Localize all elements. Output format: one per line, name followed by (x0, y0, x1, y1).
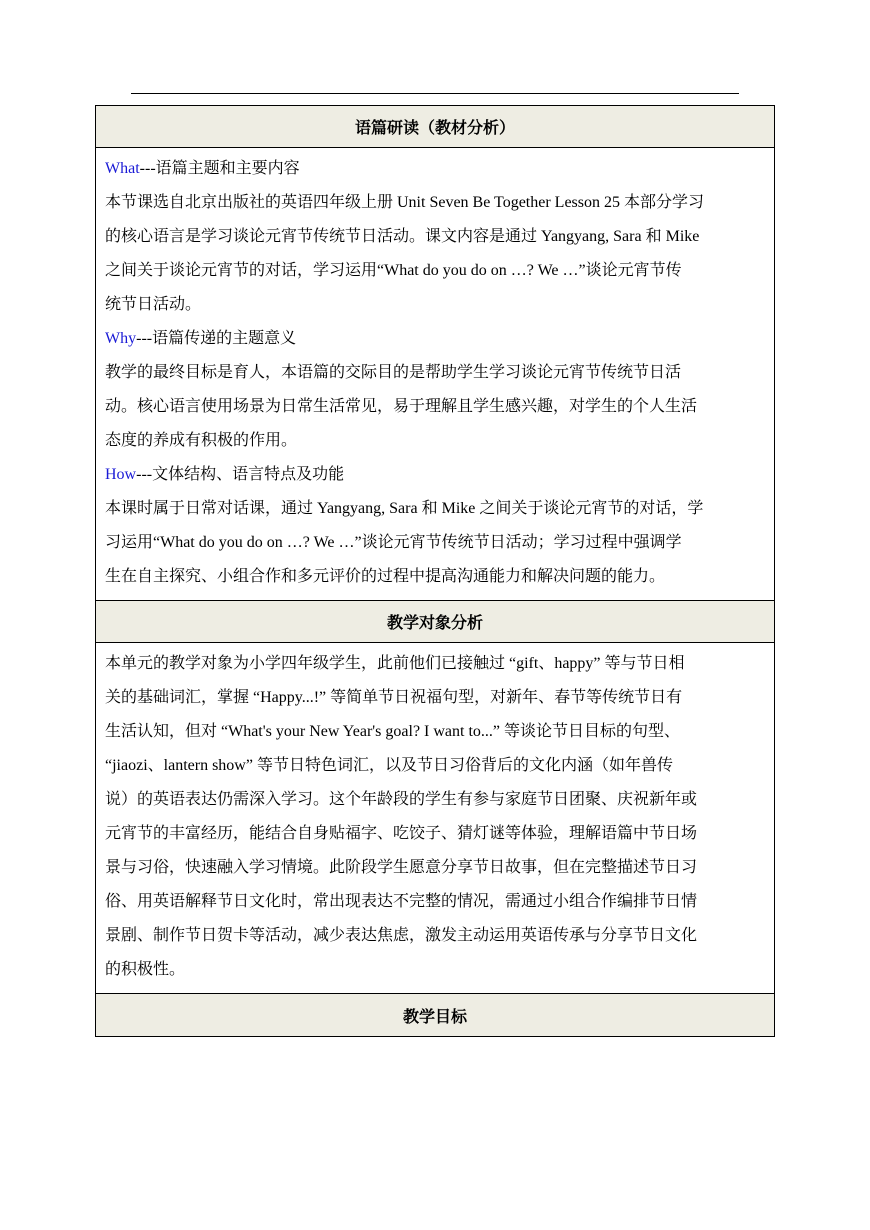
subheading-text: ---语篇传递的主题意义 (136, 330, 297, 347)
subheading (105, 152, 765, 186)
paragraph-line: 生活认知，但对 “What's your New Year's goal? I want to...” 等谈论节日目标的句型、 (105, 723, 681, 740)
paragraph-line: 的积极性。 (105, 961, 186, 978)
paragraph-line: 俗、用英语解释节日文化时，常出现表达不完整的情况，需通过小组合作编排节日情 (105, 893, 698, 910)
subheading-keyword: What (105, 160, 140, 177)
paragraph-line: 景剧、制作节日贺卡等活动，减少表达焦虑，激发主动运用英语传承与分享节日文化 (105, 927, 698, 944)
paragraph-line: 生在自主探究、小组合作和多元评价的过程中提高沟通能力和解决问题的能力。 (105, 568, 666, 585)
section-body (96, 148, 774, 601)
section-body (96, 643, 774, 994)
subheading-keyword: How (105, 466, 137, 483)
paragraph-line: 态度的养成有积极的作用。 (105, 432, 298, 449)
subheading-text: ---文体结构、语言特点及功能 (136, 466, 345, 483)
subheading (105, 458, 765, 492)
paragraph-line: 元宵节的丰富经历，能结合自身贴福字、吃饺子、猜灯谜等体验，理解语篇中节日场 (105, 825, 698, 842)
paragraph-line: 统节日活动。 (105, 296, 202, 313)
paragraph-line: 动。核心语言使用场景为日常生活常见，易于理解且学生感兴趣，对学生的个人生活 (105, 398, 698, 415)
paragraph-line: “jiaozi、lantern show” 等节日特色词汇，以及节日习俗背后的文化内涵（如年兽传 (105, 757, 673, 774)
paragraph-line: 之间关于谈论元宵节的对话，学习运用“What do you do on …? We …”谈论元宵节传 (105, 262, 682, 279)
paragraph-line: 本节课选自北京出版社的英语四年级上册 Unit Seven Be Together Lesson 25 本部分学习 (105, 194, 704, 211)
lesson-plan-table (95, 105, 775, 1037)
paragraph-line: 本单元的教学对象为小学四年级学生，此前他们已接触过 “gift、happy” 等与节日相 (105, 655, 685, 672)
subheading-text: ---语篇主题和主要内容 (139, 160, 300, 177)
paragraph-line: 的核心语言是学习谈论元宵节传统节日活动。课文内容是通过 Yangyang, Sara 和 Mike (105, 228, 700, 245)
section-header: 教学对象分析 (96, 601, 774, 643)
subheading-keyword: Why (105, 330, 137, 347)
header-rule (131, 93, 739, 94)
paragraph-line: 习运用“What do you do on …? We …”谈论元宵节传统节日活动；学习过程中强调学 (105, 534, 682, 551)
paragraph-line: 景与习俗，快速融入学习情境。此阶段学生愿意分享节日故事，但在完整描述节日习 (105, 859, 698, 876)
subheading (105, 322, 765, 356)
paragraph-line: 教学的最终目标是育人，本语篇的交际目的是帮助学生学习谈论元宵节传统节日活 (105, 364, 682, 381)
section-header: 语篇研读（教材分析） (96, 106, 774, 148)
section-header: 教学目标 (96, 994, 774, 1036)
paragraph-line: 说）的英语表达仍需深入学习。这个年龄段的学生有参与家庭节日团聚、庆祝新年或 (105, 791, 698, 808)
paragraph-line: 本课时属于日常对话课，通过 Yangyang, Sara 和 Mike 之间关于谈论元宵节的对话，学 (105, 500, 704, 517)
paragraph-line: 关的基础词汇，掌握 “Happy...!” 等简单节日祝福句型，对新年、春节等传统节日有 (105, 689, 683, 706)
